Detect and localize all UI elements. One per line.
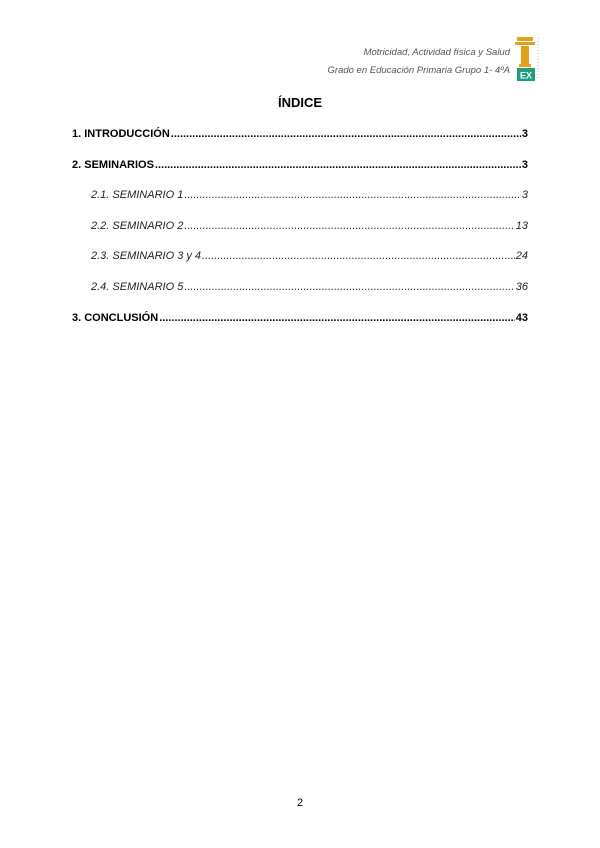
toc-leader — [184, 281, 514, 293]
toc-item-seminario-5[interactable] — [72, 281, 528, 312]
toc-leader — [184, 189, 521, 201]
toc-page: 43 — [515, 311, 528, 324]
university-logo-icon — [514, 34, 546, 82]
toc-leader — [159, 312, 515, 324]
toc-leader — [184, 220, 514, 232]
toc-label: 2.3. SEMINARIO 3 y 4 — [91, 250, 202, 263]
toc-item-seminario-1[interactable] — [72, 189, 528, 220]
toc-label: 2. SEMINARIOS — [72, 158, 154, 171]
toc-leader — [155, 159, 521, 171]
toc-page: 36 — [515, 280, 528, 293]
toc-label: 1. INTRODUCCIÓN — [72, 128, 170, 140]
page-number: 2 — [296, 797, 304, 809]
toc-label: 2.1. SEMINARIO 1 — [91, 189, 184, 202]
toc-label: 2.4. SEMINARIO 5 — [91, 280, 184, 293]
table-of-contents — [72, 128, 528, 342]
toc-item-seminario-2[interactable] — [72, 220, 528, 251]
svg-text:EX: EX — [519, 70, 533, 81]
toc-item-seminario-3-4[interactable] — [72, 250, 528, 281]
page-header — [328, 44, 510, 80]
toc-item-conclusion[interactable] — [72, 312, 528, 343]
page-title: ÍNDICE — [277, 95, 323, 110]
toc-page: 13 — [515, 219, 528, 232]
toc-label: 2.2. SEMINARIO 2 — [91, 219, 184, 232]
toc-page: 24 — [515, 250, 528, 263]
toc-leader — [171, 128, 521, 140]
toc-item-introduccion[interactable] — [72, 128, 528, 159]
toc-item-seminarios[interactable] — [72, 159, 528, 190]
toc-page: 3 — [521, 189, 528, 202]
header-course: Motricidad, Actividad física y Salud — [363, 47, 510, 58]
toc-page: 3 — [521, 158, 528, 171]
toc-leader — [202, 250, 515, 262]
toc-label: 3. CONCLUSIÓN — [72, 311, 159, 324]
header-degree: Grado en Educación Primaria Grupo 1- 4ºA — [327, 65, 510, 77]
toc-page: 3 — [521, 128, 528, 140]
